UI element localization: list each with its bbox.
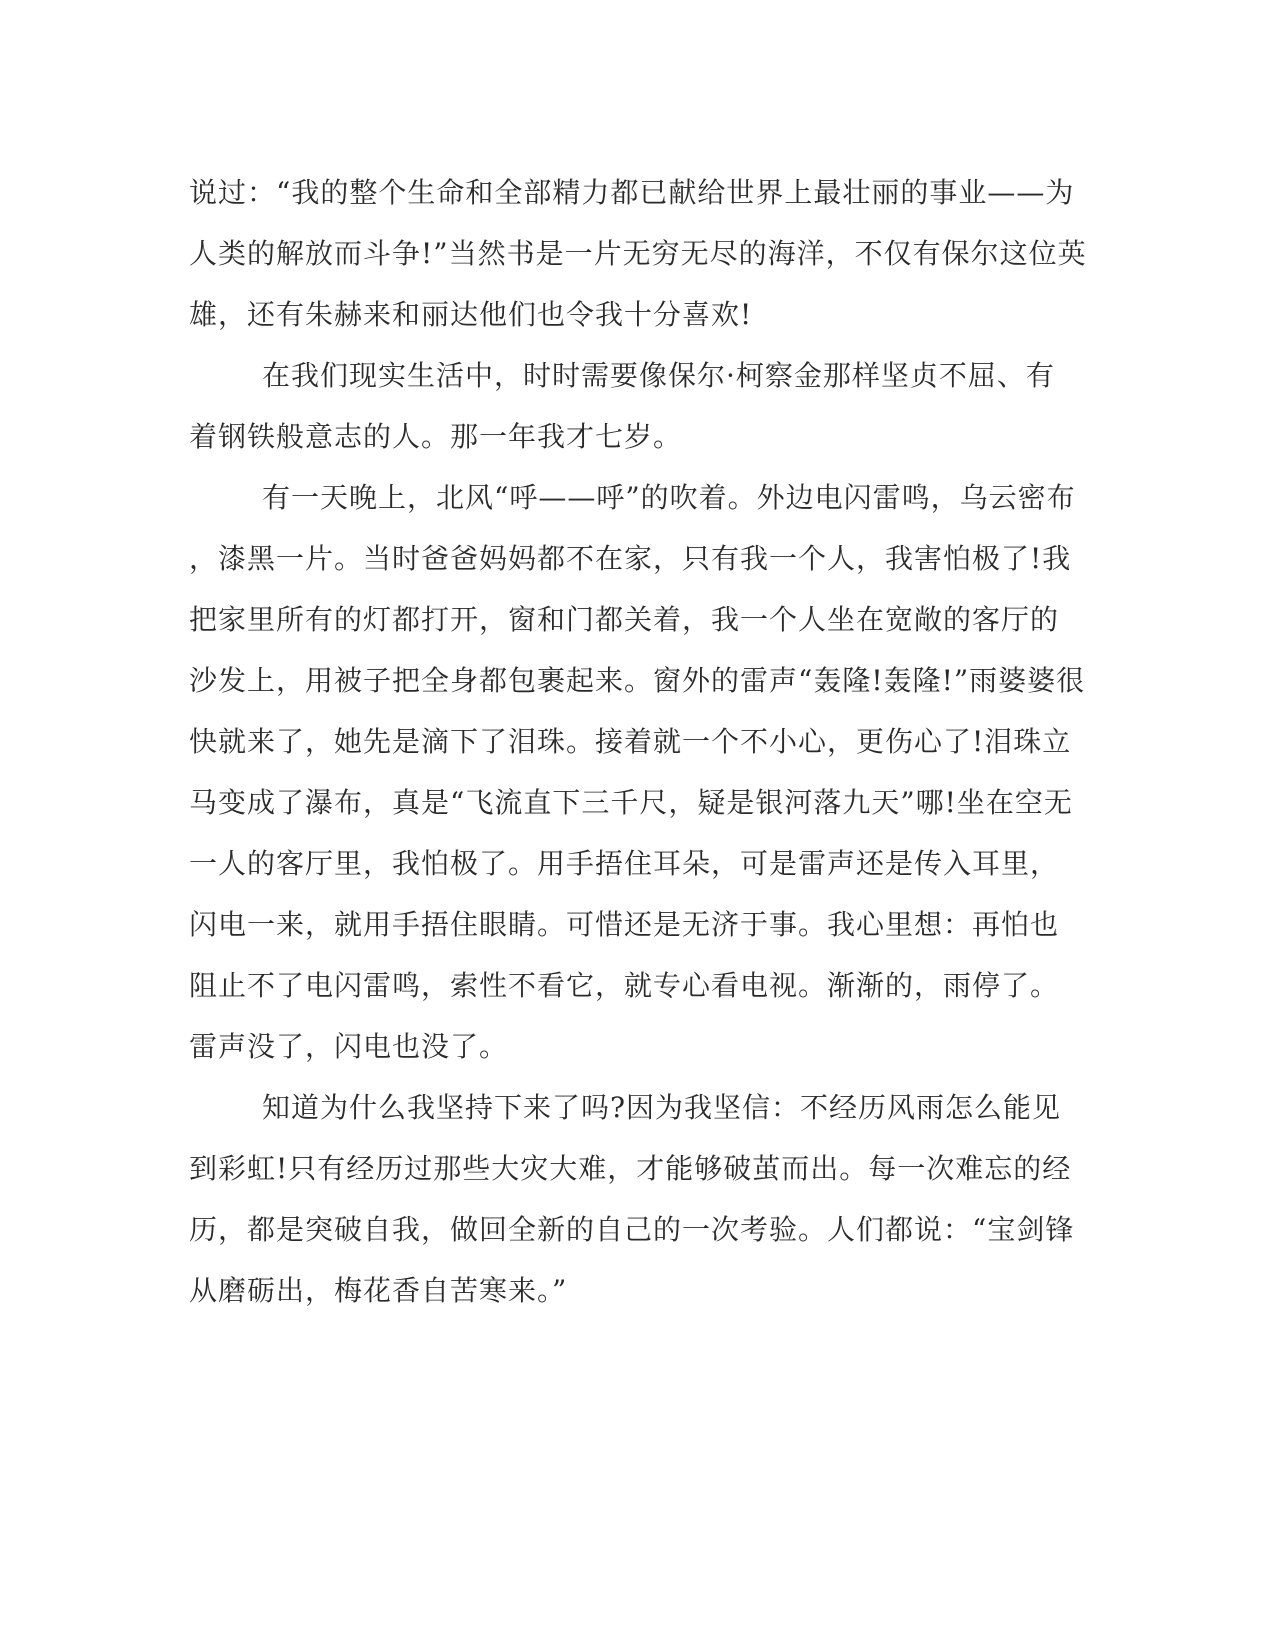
text-line: 雷声没了，闪电也没了。 xyxy=(189,1030,509,1063)
text-line: 人类的解放而斗争!”当然书是一片无穷无尽的海洋，不仅有保尔这位英 xyxy=(189,237,1087,270)
text-line: 到彩虹!只有经历过那些大灾大难，才能够破茧而出。每一次难忘的经 xyxy=(189,1152,1072,1185)
text-line: 着钢铁般意志的人。那一年我才七岁。 xyxy=(189,420,683,453)
text-line: 阻止不了电闪雷鸣，索性不看它，就专心看电视。渐渐的，雨停了。 xyxy=(189,969,1060,1002)
text-line: 马变成了瀑布，真是“飞流直下三千尺，疑是银河落九天”哪!坐在空无 xyxy=(189,786,1073,819)
text-line: 一人的客厅里，我怕极了。用手捂住耳朵，可是雷声还是传入耳里， xyxy=(189,847,1060,880)
paragraph-1 xyxy=(189,162,1087,345)
text-line: ，漆黑一片。当时爸爸妈妈都不在家，只有我一个人，我害怕极了!我 xyxy=(189,542,1072,575)
text-line: 从磨砺出，梅花香自苦寒来。” xyxy=(189,1274,568,1307)
paragraph-4 xyxy=(189,1077,1079,1321)
text-line: 有一天晚上，北风“呼——呼”的吹着。外边电闪雷鸣，乌云密布 xyxy=(262,481,1076,514)
text-line: 沙发上，用被子把全身都包裹起来。窗外的雷声“轰隆!轰隆!”雨婆婆很 xyxy=(189,664,1086,697)
paragraph-3 xyxy=(189,467,1086,1077)
paragraph-2 xyxy=(189,345,1079,467)
text-line: 在我们现实生活中，时时需要像保尔·柯察金那样坚贞不屈、有 xyxy=(262,359,1055,392)
body-text xyxy=(189,162,1087,1321)
text-line: 雄，还有朱赫来和丽达他们也令我十分喜欢! xyxy=(189,298,753,331)
text-line: 说过：“我的整个生命和全部精力都已献给世界上最壮丽的事业——为 xyxy=(189,176,1075,209)
text-line: 知道为什么我坚持下来了吗?因为我坚信：不经历风雨怎么能见 xyxy=(262,1091,1062,1124)
text-line: 历，都是突破自我，做回全新的自己的一次考验。人们都说：“宝剑锋 xyxy=(189,1213,1075,1246)
text-line: 把家里所有的灯都打开，窗和门都关着，我一个人坐在宽敞的客厅的 xyxy=(189,603,1060,636)
text-line: 闪电一来，就用手捂住眼睛。可惜还是无济于事。我心里想：再怕也 xyxy=(189,908,1060,941)
text-line: 快就来了，她先是滴下了泪珠。接着就一个不小心，更伤心了!泪珠立 xyxy=(189,725,1072,758)
